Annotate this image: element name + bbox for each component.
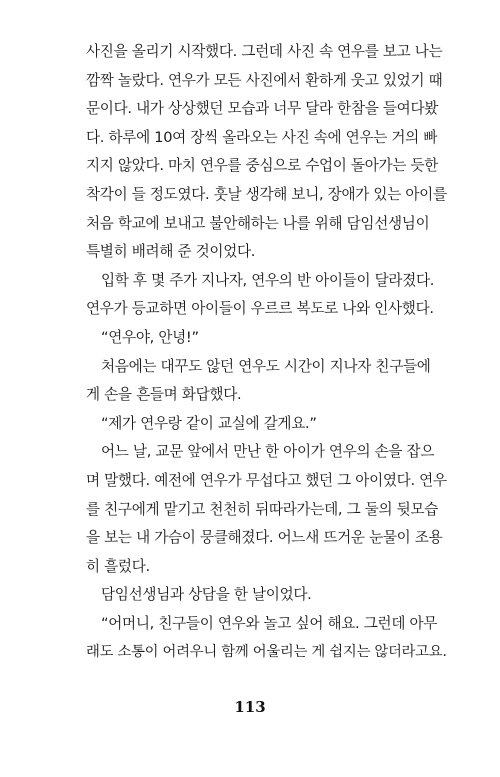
text-line: 깜짝 놀랐다. 연우가 모든 사진에서 환하게 웃고 있었기 때 xyxy=(86,71,443,89)
paragraph-start-line: 입학 후 몇 주가 지나자, 연우의 반 아이들이 달라졌다. xyxy=(101,271,435,289)
text-line: 착각이 들 정도였다. 훗날 생각해 보니, 장애가 있는 아이를 xyxy=(86,185,447,203)
paragraph-start-line: 어느 날, 교문 앞에서 만난 한 아이가 연우의 손을 잡으 xyxy=(101,443,435,461)
dialogue-line: “연우야, 안녕!” xyxy=(101,328,199,346)
text-line: 며 말했다. 예전에 연우가 무섭다고 했던 그 아이였다. 연우 xyxy=(86,471,447,489)
text-line: 게 손을 흔들며 화답했다. xyxy=(86,386,242,404)
text-line: 특별히 배려해 준 것이었다. xyxy=(86,243,256,261)
text-line: 연우가 등교하면 아이들이 우르르 복도로 나와 인사했다. xyxy=(86,300,434,318)
text-line: 지지 않았다. 마치 연우를 중심으로 수업이 돌아가는 듯한 xyxy=(86,157,439,175)
text-line: 사진을 올리기 시작했다. 그런데 사진 속 연우를 보고 나는 xyxy=(86,43,443,60)
page-number: 113 xyxy=(234,698,266,716)
dialogue-line: “어머니, 친구들이 연우와 놀고 싶어 해요. 그런데 아무 xyxy=(101,614,438,632)
text-line: 문이다. 내가 상상했던 모습과 너무 달라 한참을 들여다봤 xyxy=(86,100,439,118)
body-text xyxy=(86,38,448,667)
text-line: 다. 하루에 10여 장씩 올라오는 사진 속에 연우는 거의 빠 xyxy=(86,128,438,146)
paragraph-start-line: 처음에는 대꾸도 않던 연우도 시간이 지나자 친구들에 xyxy=(101,357,431,375)
paragraph-start-line: 담임선생님과 상담을 한 날이었다. xyxy=(101,586,312,604)
text-line: 을 보는 내 가슴이 뭉클해졌다. 어느새 뜨거운 눈물이 조용 xyxy=(86,529,443,547)
text-line: 처음 학교에 보내고 불안해하는 나를 위해 담임선생님이 xyxy=(86,214,430,232)
text-line: 를 친구에게 맡기고 천천히 뒤따라가는데, 그 둘의 뒷모습 xyxy=(86,500,439,518)
dialogue-line: “제가 연우랑 같이 교실에 갈게요.” xyxy=(101,414,317,432)
text-line: 래도 소통이 어려우니 함께 어울리는 게 쉽지는 않더라고요. xyxy=(86,644,447,661)
text-line: 히 흘렀다. xyxy=(86,557,150,575)
